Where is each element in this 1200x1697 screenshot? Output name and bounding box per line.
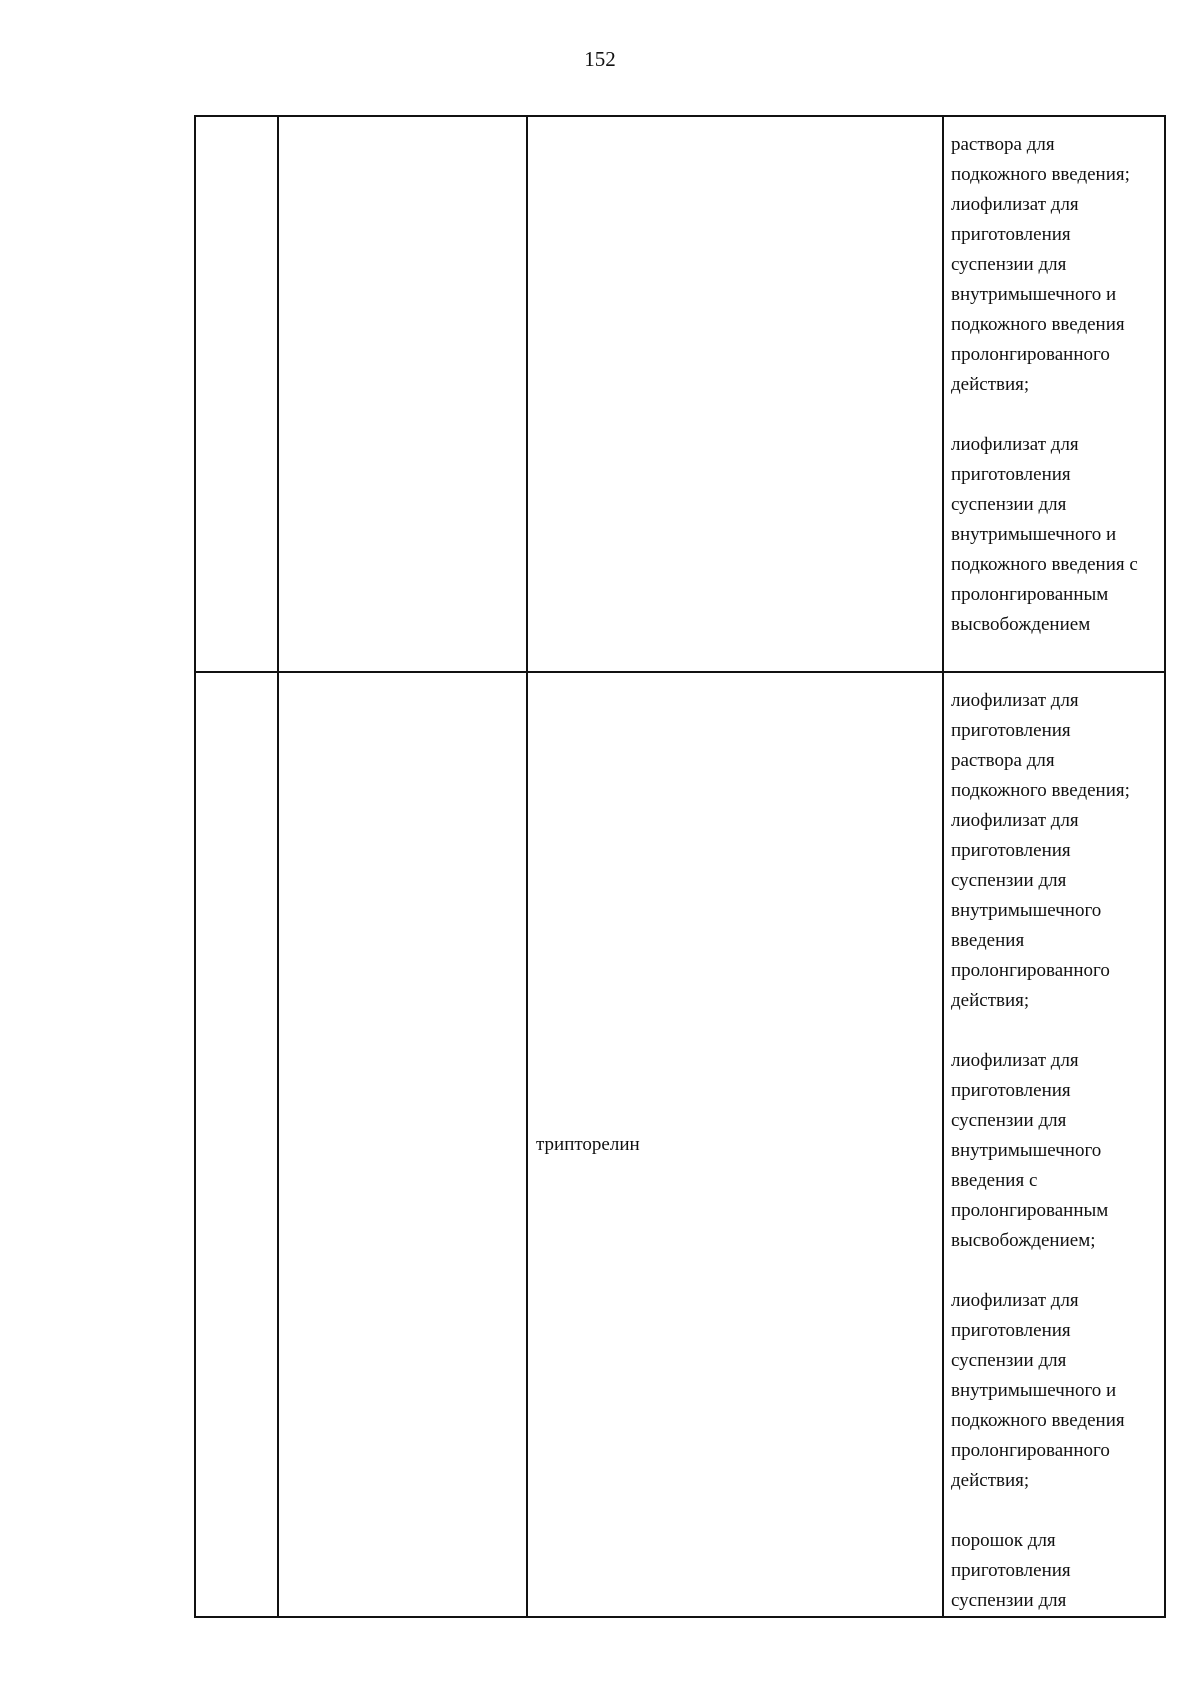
dosage-form-line: введения с [951, 1170, 1038, 1191]
dosage-form-line: суспензии для [951, 1350, 1067, 1371]
dosage-form-line: пролонгированным [951, 1200, 1109, 1221]
dosage-form-line: суспензии для [951, 870, 1067, 891]
dosage-form-line: действия; [951, 374, 1030, 395]
dosage-form-line: приготовления [951, 1080, 1071, 1101]
table-row [195, 116, 1165, 672]
dosage-form-line: лиофилизат для [951, 1290, 1079, 1311]
dosage-form-line: внутримышечного и [951, 524, 1117, 545]
dosage-form-line: высвобождением; [951, 1230, 1096, 1251]
dosage-form-line: пролонгированным [951, 584, 1109, 605]
dosage-form-block [951, 1526, 1158, 1616]
dosage-form-line: внутримышечного и [951, 284, 1117, 305]
dosage-form-block [951, 686, 1158, 1016]
dosage-form-line: подкожного введения с [951, 554, 1138, 575]
dosage-form-line: внутримышечного [951, 900, 1102, 921]
dosage-form-line: подкожного введения [951, 1410, 1125, 1431]
drug-name-cell [527, 672, 943, 1617]
group-cell [278, 116, 527, 672]
dosage-form-block [951, 430, 1158, 640]
dosage-form-line: приготовления [951, 1320, 1071, 1341]
dosage-form-line: раствора для [951, 134, 1055, 155]
table-row [195, 672, 1165, 1617]
dosage-form-line: суспензии для [951, 494, 1067, 515]
dosage-form-line: лиофилизат для [951, 194, 1079, 215]
dosage-form-line: приготовления [951, 224, 1071, 245]
drug-name-cell [527, 116, 943, 672]
dosage-form-line: внутримышечного и [951, 1380, 1117, 1401]
dosage-form-line: приготовления [951, 720, 1071, 741]
dosage-form-line: раствора для [951, 750, 1055, 771]
code-cell [195, 116, 278, 672]
dosage-form-line: приготовления [951, 464, 1071, 485]
dosage-form-line: действия; [951, 1470, 1030, 1491]
code-cell [195, 672, 278, 1617]
page-number: 152 [584, 47, 616, 71]
dosage-form-line: лиофилизат для [951, 690, 1079, 711]
dosage-form-line: высвобождением [951, 614, 1091, 635]
dosage-form-line: приготовления [951, 840, 1071, 861]
group-cell [278, 672, 527, 1617]
dosage-form-line: пролонгированного [951, 1440, 1110, 1461]
dosage-form-line: суспензии для [951, 1590, 1067, 1611]
dosage-form-line: подкожного введения; [951, 164, 1130, 185]
dosage-form-line: порошок для [951, 1530, 1056, 1551]
dosage-form-line: внутримышечного [951, 1140, 1102, 1161]
dosage-form-line: лиофилизат для [951, 434, 1079, 455]
dosage-form-block [951, 1046, 1158, 1256]
dosage-forms-cell [943, 672, 1165, 1617]
dosage-form-line: подкожного введения [951, 314, 1125, 335]
dosage-form-block [951, 1286, 1158, 1496]
dosage-form-line: лиофилизат для [951, 810, 1079, 831]
dosage-forms-cell [943, 116, 1165, 672]
dosage-form-line: пролонгированного [951, 344, 1110, 365]
dosage-form-line: суспензии для [951, 254, 1067, 275]
drug-table [194, 115, 1166, 1618]
dosage-form-line: пролонгированного [951, 960, 1110, 981]
dosage-form-block [951, 130, 1158, 400]
dosage-form-line: введения [951, 930, 1025, 951]
dosage-form-line: подкожного введения; [951, 780, 1130, 801]
dosage-form-line: суспензии для [951, 1110, 1067, 1131]
dosage-form-line: лиофилизат для [951, 1050, 1079, 1071]
dosage-form-line: действия; [951, 990, 1030, 1011]
drug-name: трипторелин [536, 1133, 640, 1155]
dosage-form-line: приготовления [951, 1560, 1071, 1581]
